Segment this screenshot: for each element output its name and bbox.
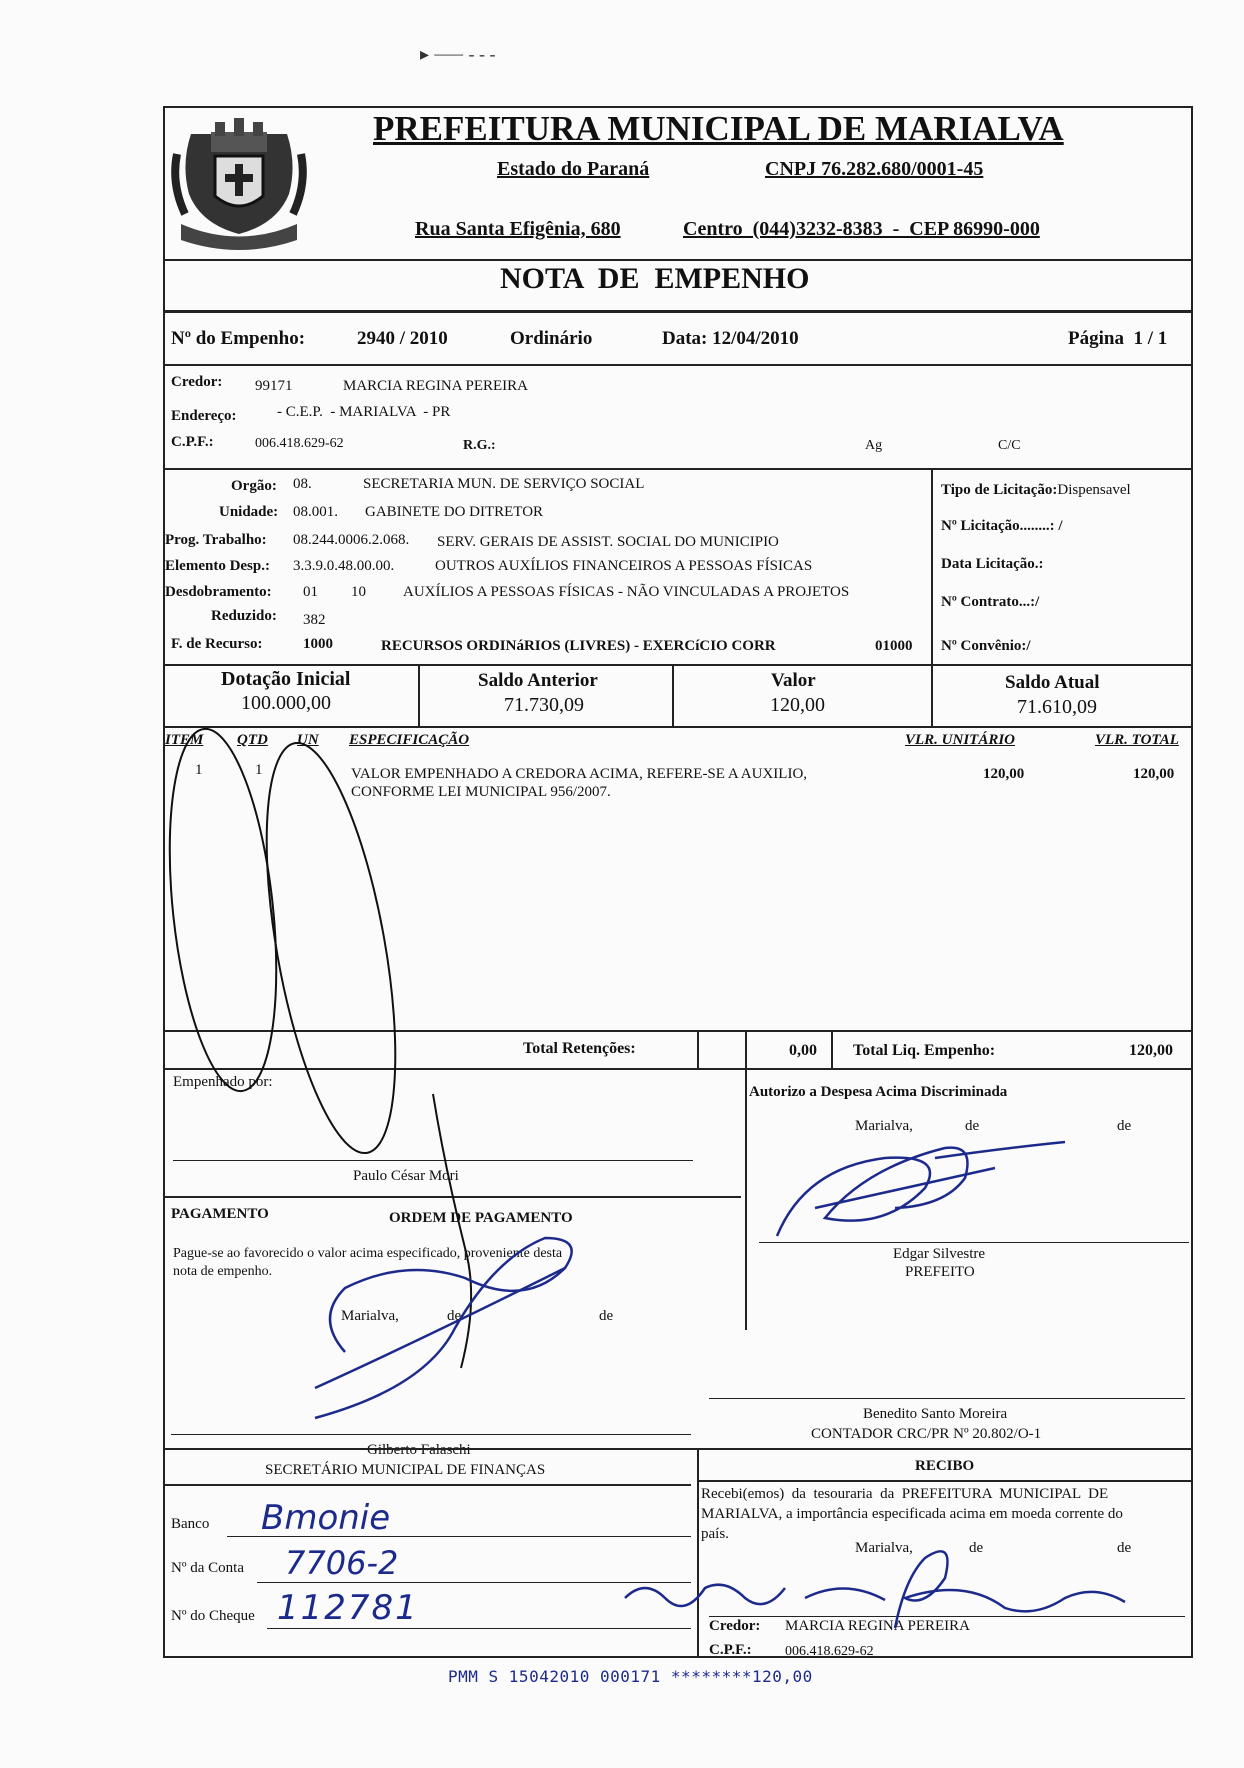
empenho-number: 2940 / 2010 <box>357 328 448 349</box>
recibo-city: Marialva, <box>855 1540 913 1556</box>
autorizo-de-1: de <box>965 1118 980 1134</box>
col-qtd: QTD <box>237 732 268 748</box>
pagamento-de-1: de <box>447 1308 462 1324</box>
footer-stamp: PMM S 15042010 000171 ********120,00 <box>448 1667 813 1686</box>
dotacao-label: Dotação Inicial <box>221 668 351 690</box>
licitacao-contrato: Nº Contrato...:/ <box>941 594 1040 610</box>
col-unit-value: VLR. UNITÁRIO <box>905 732 1016 748</box>
item-spec-line-2: CONFORME LEI MUNICIPAL 956/2007. <box>351 784 611 800</box>
recurso-code-2: 01000 <box>875 638 913 654</box>
page-number: Página 1 / 1 <box>1068 328 1168 349</box>
unidade-code: 08.001. <box>293 504 338 520</box>
prog-name: SERV. GERAIS DE ASSIST. SOCIAL DO MUNICIPIO <box>437 534 779 550</box>
retencoes-label: Total Retenções: <box>523 1040 636 1057</box>
recibo-credor-label: Credor: <box>709 1618 761 1634</box>
desdobramento-label: Desdobramento: <box>165 584 272 600</box>
licitacao-tipo-label-text: Tipo de Licitação: <box>941 482 1058 498</box>
item-qtd: 1 <box>255 762 263 778</box>
recibo-de-2: de <box>1117 1540 1132 1556</box>
empenhado-name: Paulo César Mori <box>353 1168 459 1184</box>
valor-label: Valor <box>771 670 816 691</box>
licitacao-convenio: Nº Convênio:/ <box>941 638 1031 654</box>
desdobramento-b: 10 <box>351 584 366 600</box>
recurso-name: RECURSOS ORDINáRIOS (LIVRES) - EXERCíCIO CORR <box>381 638 776 654</box>
empenho-date: Data: 12/04/2010 <box>662 328 799 349</box>
item-spec-line-1: VALOR EMPENHADO A CREDORA ACIMA, REFERE-SE A AUXILIO, <box>351 766 808 782</box>
licitacao-tipo-label <box>941 482 1131 499</box>
elemento-code: 3.3.9.0.48.00.00. <box>293 558 395 574</box>
empenho-number-label: Nº do Empenho: <box>171 328 306 349</box>
banco-label: Banco <box>171 1516 210 1532</box>
saldo-anterior-label: Saldo Anterior <box>478 670 598 691</box>
secretary-role: SECRETÁRIO MUNICIPAL DE FINANÇAS <box>265 1462 546 1478</box>
saldo-atual-label: Saldo Atual <box>1005 672 1100 693</box>
liquido-value: 120,00 <box>1129 1042 1173 1059</box>
retencoes-value: 0,00 <box>789 1042 817 1059</box>
prefeito-role: PREFEITO <box>905 1264 975 1280</box>
cc-label: C/C <box>998 438 1021 453</box>
ag-label: Ag <box>865 438 883 453</box>
col-un: UN <box>297 732 319 748</box>
scan-marks: ▸ ⸺ ‑ ‑ ‑ <box>420 44 496 64</box>
credor-cpf: 006.418.629-62 <box>255 436 344 451</box>
autorizo-text: Autorizo a Despesa Acima Discriminada <box>749 1084 1008 1100</box>
recurso-code: 1000 <box>303 636 333 652</box>
orgao-name: SECRETARIA MUN. DE SERVIÇO SOCIAL <box>363 476 645 492</box>
conta-handwritten: 7706-2 <box>285 1544 399 1582</box>
recibo-cpf-label: C.P.F.: <box>709 1642 752 1658</box>
elemento-name: OUTROS AUXÍLIOS FINANCEIROS A PESSOAS FÍSICAS <box>435 558 813 574</box>
autorizo-de-2: de <box>1117 1118 1132 1134</box>
rg-label: R.G.: <box>463 438 496 453</box>
credor-name: MARCIA REGINA PEREIRA <box>343 378 529 394</box>
cnpj: CNPJ 76.282.680/0001-45 <box>765 158 984 180</box>
municipality-title: PREFEITURA MUNICIPAL DE MARIALVA <box>373 109 1064 148</box>
recibo-line-3: país. <box>701 1526 729 1542</box>
unidade-name: GABINETE DO DITRETOR <box>365 504 544 520</box>
item-unit-value: 120,00 <box>983 766 1025 782</box>
col-spec: ESPECIFICAÇÃO <box>349 732 470 748</box>
recurso-label: F. de Recurso: <box>171 636 263 652</box>
cheque-label: Nº do Cheque <box>171 1608 255 1624</box>
coat-of-arms-icon <box>171 114 307 258</box>
liquido-label: Total Liq. Empenho: <box>853 1042 996 1059</box>
address-label: Endereço: <box>171 408 237 424</box>
contact-info: Centro (044)3232-8383 - CEP 86990-000 <box>683 218 1040 240</box>
unidade-label: Unidade: <box>219 504 279 520</box>
pagamento-label: PAGAMENTO <box>171 1206 269 1222</box>
licitacao-data: Data Licitação.: <box>941 556 1044 572</box>
prog-label: Prog. Trabalho: <box>165 532 267 548</box>
state-name: Estado do Paraná <box>497 158 650 180</box>
credor-code: 99171 <box>255 378 293 394</box>
autorizo-city: Marialva, <box>855 1118 913 1134</box>
empenhado-label: Empenhado por: <box>173 1074 273 1090</box>
valor-value: 120,00 <box>770 694 825 716</box>
col-item: ITEM <box>165 732 204 748</box>
orgao-label: Orgão: <box>231 478 277 494</box>
recibo-title: RECIBO <box>915 1458 975 1474</box>
pagamento-de-2: de <box>599 1308 614 1324</box>
secretary-name: Gilberto Falaschi <box>367 1442 471 1458</box>
address: Rua Santa Efigênia, 680 <box>415 218 621 240</box>
empenho-type: Ordinário <box>510 328 593 349</box>
contador-role: CONTADOR CRC/PR Nº 20.802/O-1 <box>811 1426 1042 1442</box>
dotacao-value: 100.000,00 <box>241 692 331 714</box>
item-total-value: 120,00 <box>1133 766 1175 782</box>
reduzido-value: 382 <box>303 612 326 628</box>
prog-code: 08.244.0006.2.068. <box>293 532 410 548</box>
recibo-line-2: MARIALVA, a importância especificada acima em moeda corrente do <box>701 1506 1123 1522</box>
document-title: NOTA DE EMPENHO <box>500 262 810 295</box>
cpf-label: C.P.F.: <box>171 434 214 450</box>
credor-address: - C.E.P. - MARIALVA - PR <box>277 404 451 420</box>
item-number: 1 <box>195 762 203 778</box>
pagamento-text-line-1: Pague-se ao favorecido o valor acima especificado, proveniente desta <box>173 1246 563 1261</box>
pagamento-city: Marialva, <box>341 1308 399 1324</box>
col-total-value: VLR. TOTAL <box>1095 732 1179 748</box>
licitacao-tipo-value: Dispensavel <box>1057 482 1131 498</box>
reduzido-label: Reduzido: <box>211 608 277 624</box>
prefeito-name: Edgar Silvestre <box>893 1246 986 1262</box>
nota-de-empenho-form <box>163 106 1193 1658</box>
desdobramento-a: 01 <box>303 584 318 600</box>
pagamento-text-line-2: nota de empenho. <box>173 1264 273 1279</box>
ordem-pagamento: ORDEM DE PAGAMENTO <box>389 1210 573 1226</box>
orgao-code: 08. <box>293 476 312 492</box>
elemento-label: Elemento Desp.: <box>165 558 270 574</box>
recibo-line-1: Recebi(emos) da tesouraria da PREFEITURA MUNICIPAL DE <box>701 1486 1109 1502</box>
recibo-de-1: de <box>969 1540 984 1556</box>
conta-label: Nº da Conta <box>171 1560 244 1576</box>
recibo-credor-name: MARCIA REGINA PEREIRA <box>785 1618 971 1634</box>
licitacao-numero: Nº Licitação........: / <box>941 518 1063 534</box>
contador-name: Benedito Santo Moreira <box>863 1406 1008 1422</box>
saldo-anterior-value: 71.730,09 <box>504 694 584 716</box>
saldo-atual-value: 71.610,09 <box>1017 696 1097 718</box>
banco-handwritten: Bmonie <box>261 1498 391 1538</box>
recibo-cpf: 006.418.629-62 <box>785 1644 874 1659</box>
cheque-handwritten: 112781 <box>277 1588 419 1628</box>
credor-label: Credor: <box>171 374 223 390</box>
desdobramento-name: AUXÍLIOS A PESSOAS FÍSICAS - NÃO VINCULADAS A PROJETOS <box>403 584 850 600</box>
